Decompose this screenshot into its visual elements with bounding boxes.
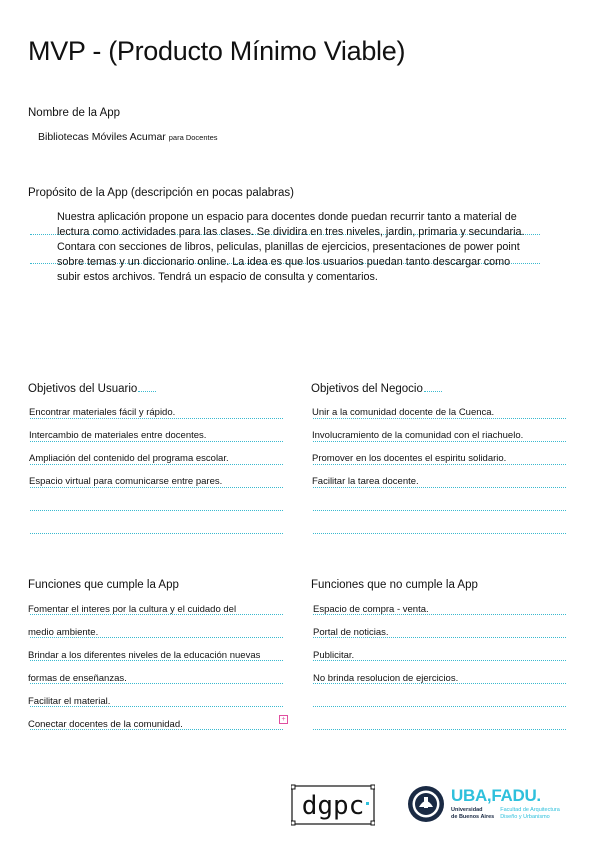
uba-brand: UBA,FADU. <box>451 786 541 805</box>
function-yes-item: Conectar docentes de la comunidad. <box>28 719 183 730</box>
app-name-label: Nombre de la App <box>28 107 121 119</box>
line <box>313 418 566 419</box>
app-name-small: para Docentes <box>168 133 218 142</box>
purpose-label: Propósito de la App (descripción en pocas palabras) <box>28 187 294 199</box>
fadu-line: Diseño y Urbanismo <box>500 813 550 820</box>
functions-yes-heading: Funciones que cumple la App <box>28 579 179 591</box>
function-yes-item: Facilitar el material. <box>28 696 111 707</box>
fadu-line: Facultad de Arquitectura <box>500 807 560 813</box>
line <box>313 510 566 511</box>
app-name-main: Bibliotecas Móviles Acumar <box>38 131 166 143</box>
purpose-line: Contara con secciones de libros, peliculas, planillas de ejercicios, presentaciones de power point <box>57 241 520 253</box>
line <box>313 729 566 730</box>
uba-seal-icon <box>407 785 445 823</box>
purpose-line: subir estos archivos. Tendrá un espacio de consulta y comentarios. <box>57 271 378 283</box>
line <box>30 441 283 442</box>
line <box>30 533 283 534</box>
functions-no-heading: Funciones que no cumple la App <box>311 579 478 591</box>
uba-fadu-logo <box>451 786 560 820</box>
business-objective-item: Unir a la comunidad docente de la Cuenca. <box>312 407 495 418</box>
line <box>30 464 283 465</box>
user-objective-item: Intercambio de materiales entre docentes. <box>29 430 207 441</box>
function-yes-item: medio ambiente. <box>28 627 99 638</box>
business-objectives-heading-text: Objetivos del Negocio <box>311 383 423 395</box>
purpose-text <box>57 210 539 285</box>
dgpc-logo <box>291 784 375 826</box>
function-yes-item: Fomentar el interes por la cultura y el cuidado del <box>28 604 237 615</box>
business-objective-item: Involucramiento de la comunidad con el riachuelo. <box>312 430 524 441</box>
function-no-item: Publicitar. <box>313 650 355 661</box>
function-no-item: Portal de noticias. <box>313 627 389 638</box>
line <box>313 487 566 488</box>
business-objective-item: Facilitar la tarea docente. <box>312 476 419 487</box>
function-no-item: No brinda resolucion de ejercicios. <box>313 673 459 684</box>
line <box>30 487 283 488</box>
function-yes-item: Brindar a los diferentes niveles de la educación nuevas <box>28 650 261 661</box>
user-objective-item: Ampliación del contenido del programa escolar. <box>29 453 229 464</box>
purpose-line: Nuestra aplicación propone un espacio para docentes donde puedan recurrir tanto a material de <box>57 211 517 223</box>
user-objective-item: Espacio virtual para comunicarse entre pares. <box>29 476 223 487</box>
line <box>313 464 566 465</box>
purpose-line: sobre temas y un diccionario online. La idea es que los usuarios puedan tanto descargar como <box>57 256 511 268</box>
uba-line: Universidad <box>451 807 483 813</box>
line <box>30 418 283 419</box>
page-title: MVP - (Producto Mínimo Viable) <box>28 36 406 66</box>
app-name-value <box>38 131 218 143</box>
line <box>313 706 566 707</box>
line <box>313 533 566 534</box>
uba-line: de Buenos Aires <box>451 813 495 820</box>
function-yes-item: formas de enseñanzas. <box>28 673 127 684</box>
line <box>30 510 283 511</box>
purpose-line: lectura como actividades para las clases. Se dividira en tres niveles, jardin, primaria y secundaria. <box>57 226 525 238</box>
dgpc-logo-text: dgpc <box>301 791 365 821</box>
user-objectives-heading <box>28 383 156 395</box>
business-objective-item: Promover en los docentes el espiritu solidario. <box>312 453 507 464</box>
plus-icon: + <box>279 715 288 724</box>
business-objectives-heading <box>311 383 442 395</box>
user-objectives-heading-text: Objetivos del Usuario <box>28 383 138 395</box>
line <box>313 441 566 442</box>
function-no-item: Espacio de compra - venta. <box>313 604 429 615</box>
user-objective-item: Encontrar materiales fácil y rápido. <box>29 407 176 418</box>
